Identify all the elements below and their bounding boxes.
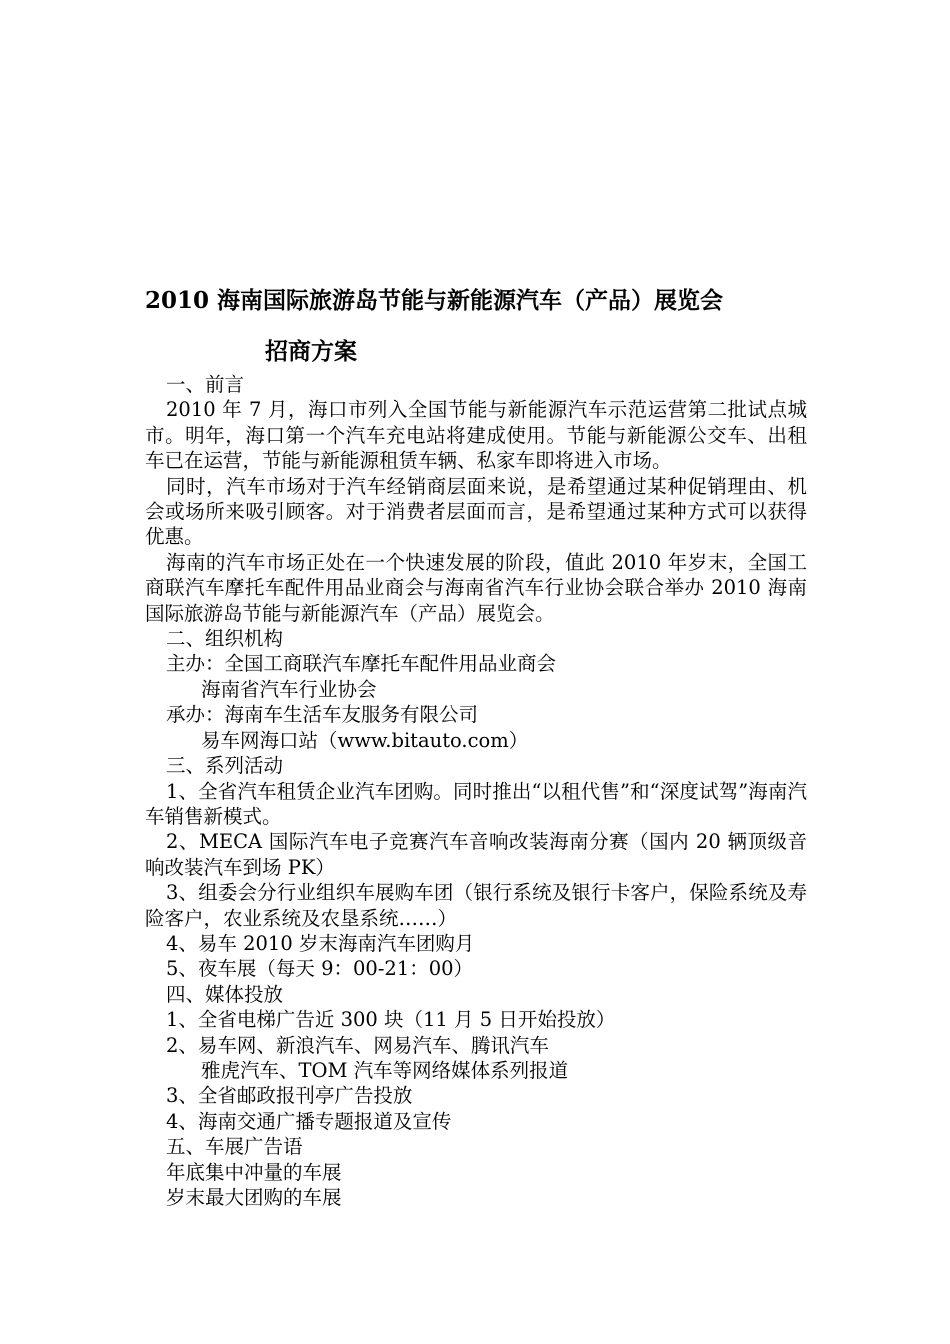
list-item: 3、组委会分行业组织车展购车团（银行系统及银行卡客户，保险系统及寿险客户，农业系统及农垦系统……） [145,881,807,930]
section-heading: 二、组织机构 [166,627,284,651]
list-item: 主办：全国工商联汽车摩托车配件用品业商会 [166,652,557,676]
list-item: 2、MECA 国际汽车电子竞赛汽车音响改装海南分赛（国内 20 辆顶级音响改装汽车到场 PK） [145,830,807,879]
list-item: 4、易车 2010 岁末海南汽车团购月 [166,931,475,955]
paragraph: 2010 年 7 月，海口市列入全国节能与新能源汽车示范运营第二批试点城市。明年，海口第一个汽车充电站将建成使用。节能与新能源公交车、出租车已在运营，节能与新能源租赁车辆、私家车即将进入市场。 [145,398,807,473]
document-subtitle: 招商方案 [265,338,357,365]
list-item: 1、全省汽车租赁企业汽车团购。同时推出“以租代售”和“深度试驾”海南汽车销售新模式。 [145,779,807,828]
slogan: 岁末最大团购的车展 [166,1186,342,1209]
list-item: 3、全省邮政报刊亭广告投放 [166,1084,413,1108]
section-heading: 三、系列活动 [166,754,284,778]
list-item: 4、海南交通广播专题报道及宣传 [166,1109,452,1133]
document-body [145,372,807,1210]
list-item: 1、全省电梯广告近 300 块（11 月 5 日开始投放） [166,1008,616,1032]
list-item: 雅虎汽车、TOM 汽车等网络媒体系列报道 [201,1058,569,1082]
section-heading: 五、车展广告语 [166,1135,303,1159]
list-item: 海南省汽车行业协会 [201,677,377,701]
section-heading: 四、媒体投放 [166,982,284,1006]
paragraph: 海南的汽车市场正处在一个快速发展的阶段，值此 2010 年岁末，全国工商联汽车摩托车配件用品业商会与海南省汽车行业协会联合举办 2010 海南国际旅游岛节能与新能源汽车（产品）展览会。 [145,550,807,625]
slogan: 年底集中冲量的车展 [166,1160,342,1184]
paragraph: 同时，汽车市场对于汽车经销商层面来说，是希望通过某种促销理由、机会或场所来吸引顾客。对于消费者层面而言，是希望通过某种方式可以获得优惠。 [145,474,807,549]
section-heading: 一、前言 [166,373,245,396]
list-item: 5、夜车展（每天 9：00-21：00） [166,957,474,981]
list-item: 承办：海南车生活车友服务有限公司 [166,703,479,727]
list-item: 易车网海口站（www.bitauto.com） [201,728,529,752]
document-title: 2010 海南国际旅游岛节能与新能源汽车（产品）展览会 [145,287,724,314]
list-item: 2、易车网、新浪汽车、网易汽车、腾讯汽车 [166,1033,549,1057]
